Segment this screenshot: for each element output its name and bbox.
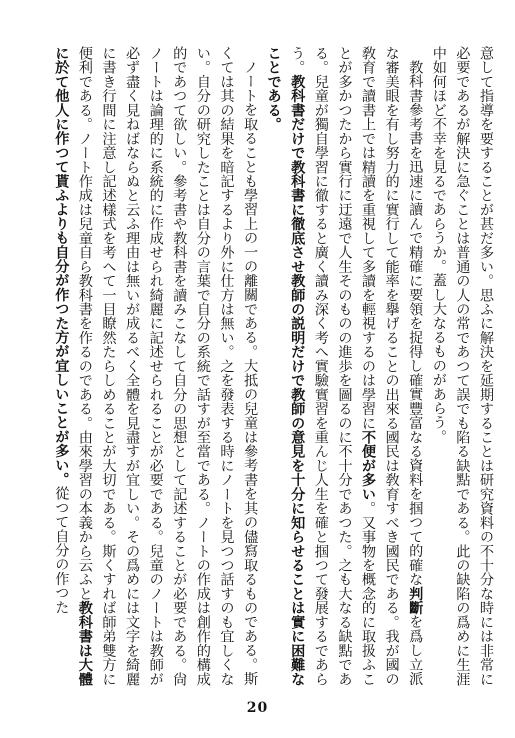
paragraph <box>261 46 426 686</box>
vertical-text-body <box>17 46 497 686</box>
emphasized-text: 教科書は大體に於て他人に作つて貰ふよりも自分が作つた方が宜しいことが多い。 <box>53 46 93 686</box>
text-segment: 。又事物を概念的に取扱ふことが多かつたから實行に迂遠で人生そのものの進歩を圖るのに不十分であつた。之も大なる缺點である。兒童が獨自學習に徹すると廣く讀み深く考へ實驗實習を重んじ人生を確と掴つて發展するであらう。 <box>289 46 377 686</box>
emphasized-text: 不便が多い <box>360 430 377 502</box>
text-segment: 意して指導を要することが甚だ多い。思ふに解決を延期することは研究資料の不十分な時には非常に必要であるが解決に急ぐことは普通の人の常であつて誤でも陷る缺點である。此の缺陷の爲めに生涯中如何ほど不幸を見るであらうか。蓋し大なるものがあらう。 <box>430 46 494 686</box>
paragraph <box>49 46 261 686</box>
paragraph <box>426 46 497 686</box>
text-segment: 從つて自分の作つた <box>53 486 70 615</box>
text-segment: 教科書參考書を迅速に讀んで精確に要領を捉得し確實豐富なる資料を掴つて的確な <box>407 60 424 587</box>
emphasized-text: 判斷 <box>407 586 424 615</box>
text-segment: ノートを取ることも學習上の一の離關である。大抵の兒童は參考書を其の儘寫取るものである。斯くては其の結果を暗記するより外に仕方は無い。之を發表する時にノートを見つつ話すのも宜しくない。自分の研究したことは自分の言葉で自分の系統で話すが至當である。ノートの作成は創作的構成的であつて欲しい。參考書や教科書を讀みこなして自分の思想として記述することが必要である。尙ノートは論理的に系統的に作成せられ綺麗に記述せられることが必要である。兒童のノートは教師が必ず盡く見ねばならぬと云ふ理由は無いが成るべく全體を見盡すが宜しい。その爲めには文字を綺麗に書き行間に注意し記述樣式を考へて一目瞭然たらしめることが大切である。斯くすれば師弟雙方に便利である。ノート作成は兒童自ら教科書を作るのである。由來學習の本義から云ふと <box>76 46 259 686</box>
text-segment: を爲し立派な審美眼を有し努力的に實行して能率を擧げることの出來る國民は敎育すべき國民である。我が國の敎育で讀書上では精讀を重視して多讀を輕視するのは學習に <box>360 46 424 686</box>
page-number: 20 <box>246 700 269 716</box>
emphasized-text: 教科書だけで教科書に徹底させ教師の説明だけで教師の意見を十分に知らせることは實に困難なことである。 <box>265 46 306 686</box>
